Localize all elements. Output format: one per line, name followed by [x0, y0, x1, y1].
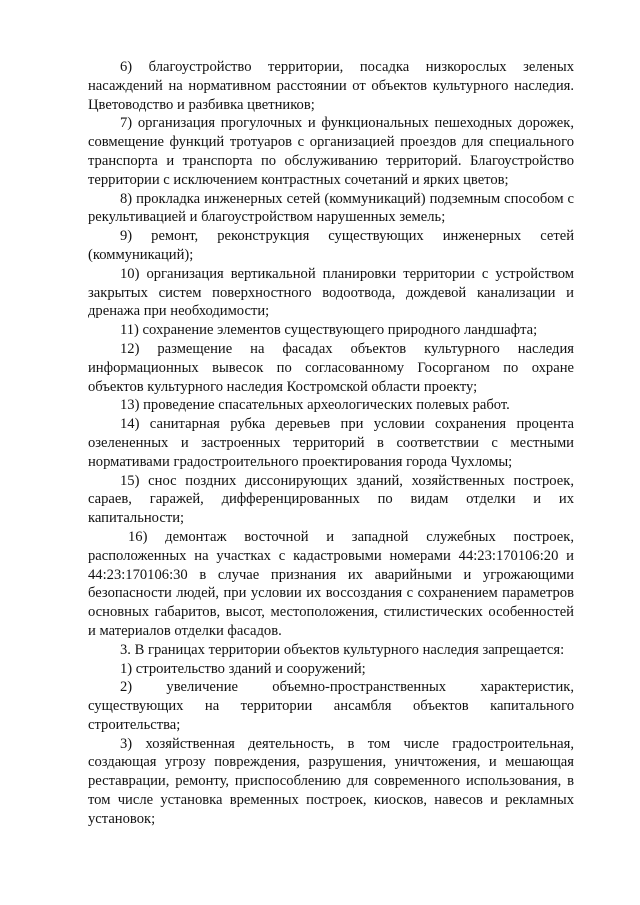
prohibited-item-2: 2) увеличение объемно-пространственных характеристик, существующих на территории ансамбля объектов капитального строительства; — [88, 679, 574, 733]
list-item-6: 6) благоустройство территории, посадка низкорослых зеленых насаждений на нормативном расстоянии от объектов культурного наследия. Цветоводство и разбивка цветников; — [88, 59, 574, 113]
list-item-13: 13) проведение спасательных археологических полевых работ. — [120, 397, 510, 414]
list-item-14: 14) санитарная рубка деревьев при условии сохранения процента озелененных и застроенных территорий в соответствии с местными нормативами градостроительного проектирования города Чухломы; — [88, 416, 574, 470]
list-item-9: 9) ремонт, реконструкция существующих инженерных сетей (коммуникаций); — [88, 228, 574, 263]
prohibited-item-1: 1) строительство зданий и сооружений; — [120, 660, 366, 677]
list-item-7: 7) организация прогулочных и функциональных пешеходных дорожек, совмещение функций тротуаров с организацией проездов для специального транспорта и транспорта по обслуживанию территорий. Благоустройство территории с исключением контрастных сочетаний и ярких цветов; — [88, 115, 574, 188]
prohibited-item-3: 3) хозяйственная деятельность, в том числе градостроительная, создающая угрозу повреждения, разрушения, уничтожения, и мешающая реставрации, ремонту, приспособлению для современного использования, в том числе установка временных построек, киосков, навесов и рекламных установок; — [88, 735, 574, 827]
list-item-8: 8) прокладка инженерных сетей (коммуникаций) подземным способом с рекультивацией и благоустройством нарушенных земель; — [88, 190, 574, 226]
list-item-16: 16) демонтаж восточной и западной служебных построек, расположенных на участках с кадастровыми номерами 44:23:170106:20 и 44:23:170106:30 в случае признания их аварийными и угрожающими безопасности людей, при условии их воссоздания с сохранением параметров основных габаритов, высот, местоположения, стилистических особенностей и материалов отделки фасадов. — [88, 528, 574, 639]
list-item-11: 11) сохранение элементов существующего природного ландшафта; — [120, 322, 538, 339]
list-item-10: 10) организация вертикальной планировки территории с устройством закрытых систем поверхностного водоотвода, дождевой канализации и дренажа при необходимости; — [88, 265, 574, 320]
list-item-15: 15) снос поздних диссонирующих зданий, хозяйственных построек, сараев, гаражей, дифференцированных по видам отделки и их капитальности; — [88, 472, 574, 527]
section-3-heading: 3. В границах территории объектов культурного наследия запрещается: — [120, 641, 565, 658]
list-item-12: 12) размещение на фасадах объектов культурного наследия информационных вывесок по согласованному Госорганом по охране объектов культурного наследия Костромской области проекту; — [88, 340, 574, 395]
document-body — [88, 58, 574, 829]
